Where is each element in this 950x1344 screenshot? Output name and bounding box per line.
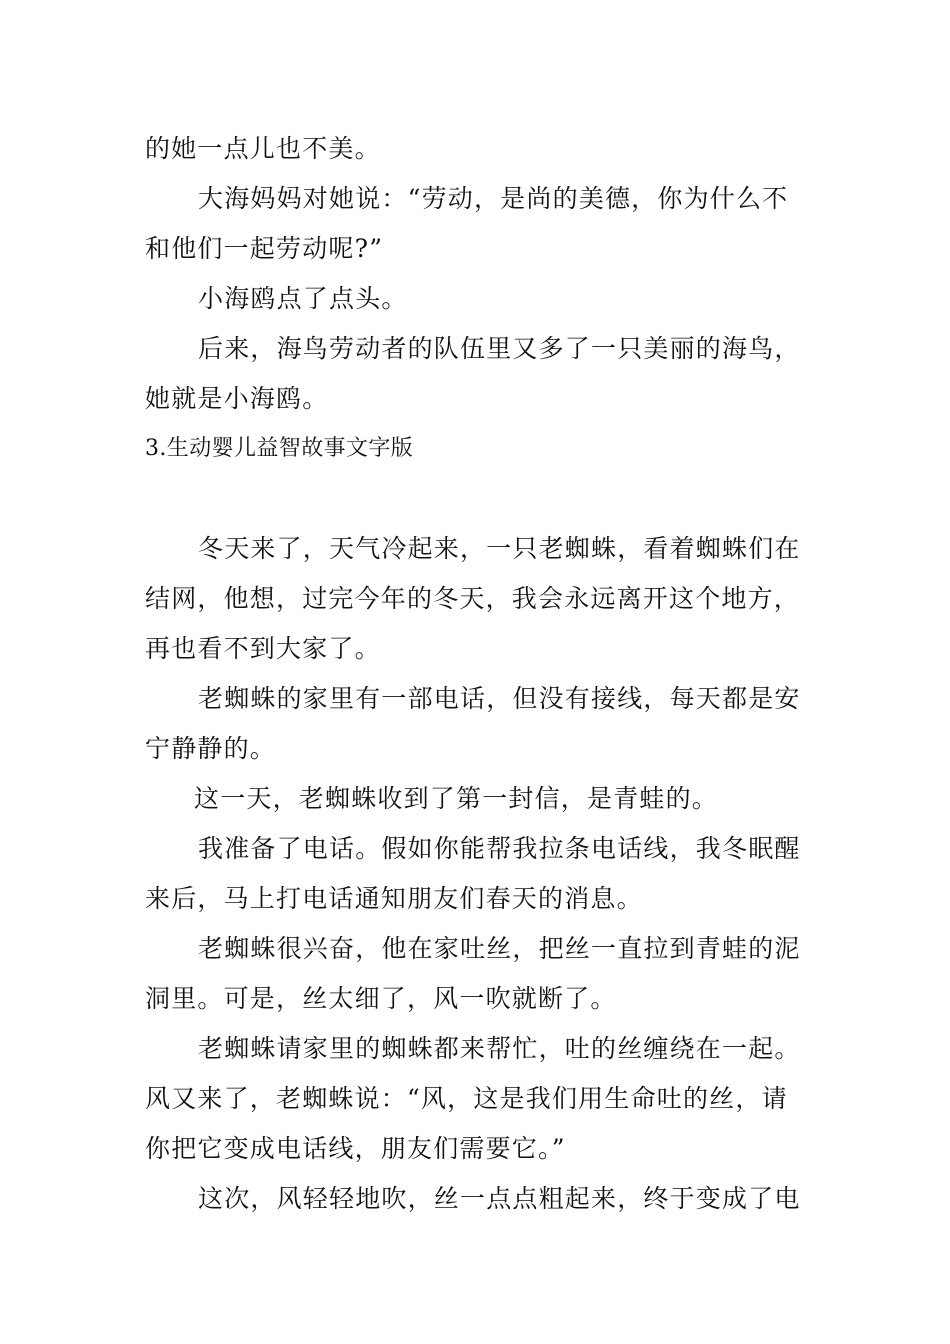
text-line: 后来，海鸟劳动者的队伍里又多了一只美丽的海鸟， [198,334,801,363]
text-line: 这次，风轻轻地吹，丝一点点粗起来，终于变成了电 [198,1184,801,1213]
section-heading: 3.生动婴儿益智故事文字版 [145,436,414,461]
text-line: 大海妈妈对她说：“劳动，是尚的美德，你为什么不 [198,184,789,213]
text-line: 风又来了，老蜘蛛说：“风，这是我们用生命吐的丝，请 [145,1084,788,1113]
text-line: 小海鸥点了点头。 [198,284,408,313]
text-line: 老蜘蛛请家里的蜘蛛都来帮忙，吐的丝缠绕在一起。 [198,1034,801,1063]
text-line: 她就是小海鸥。 [145,384,329,413]
text-line: 来后，马上打电话通知朋友们春天的消息。 [145,884,643,913]
text-line: 老蜘蛛很兴奋，他在家吐丝，把丝一直拉到青蛙的泥 [198,934,801,963]
text-line: 你把它变成电话线，朋友们需要它。” [145,1134,566,1163]
text-line: 再也看不到大家了。 [145,634,381,663]
text-line: 洞里。可是，丝太细了，风一吹就断了。 [145,984,617,1013]
text-line: 冬天来了，天气冷起来，一只老蜘蛛，看着蜘蛛们在 [198,534,801,563]
text-line: 和他们一起劳动呢?” [145,234,384,263]
text-line: 我准备了电话。假如你能帮我拉条电话线，我冬眠醒 [198,834,801,863]
text-line: 的她一点儿也不美。 [145,134,381,163]
text-line: 这一天，老蜘蛛收到了第一封信，是青蛙的。 [194,784,719,813]
text-line: 结网，他想，过完今年的冬天，我会永远离开这个地方， [145,584,801,613]
text-line: 老蜘蛛的家里有一部电话，但没有接线，每天都是安 [198,684,801,713]
text-line: 宁静静的。 [145,734,277,763]
